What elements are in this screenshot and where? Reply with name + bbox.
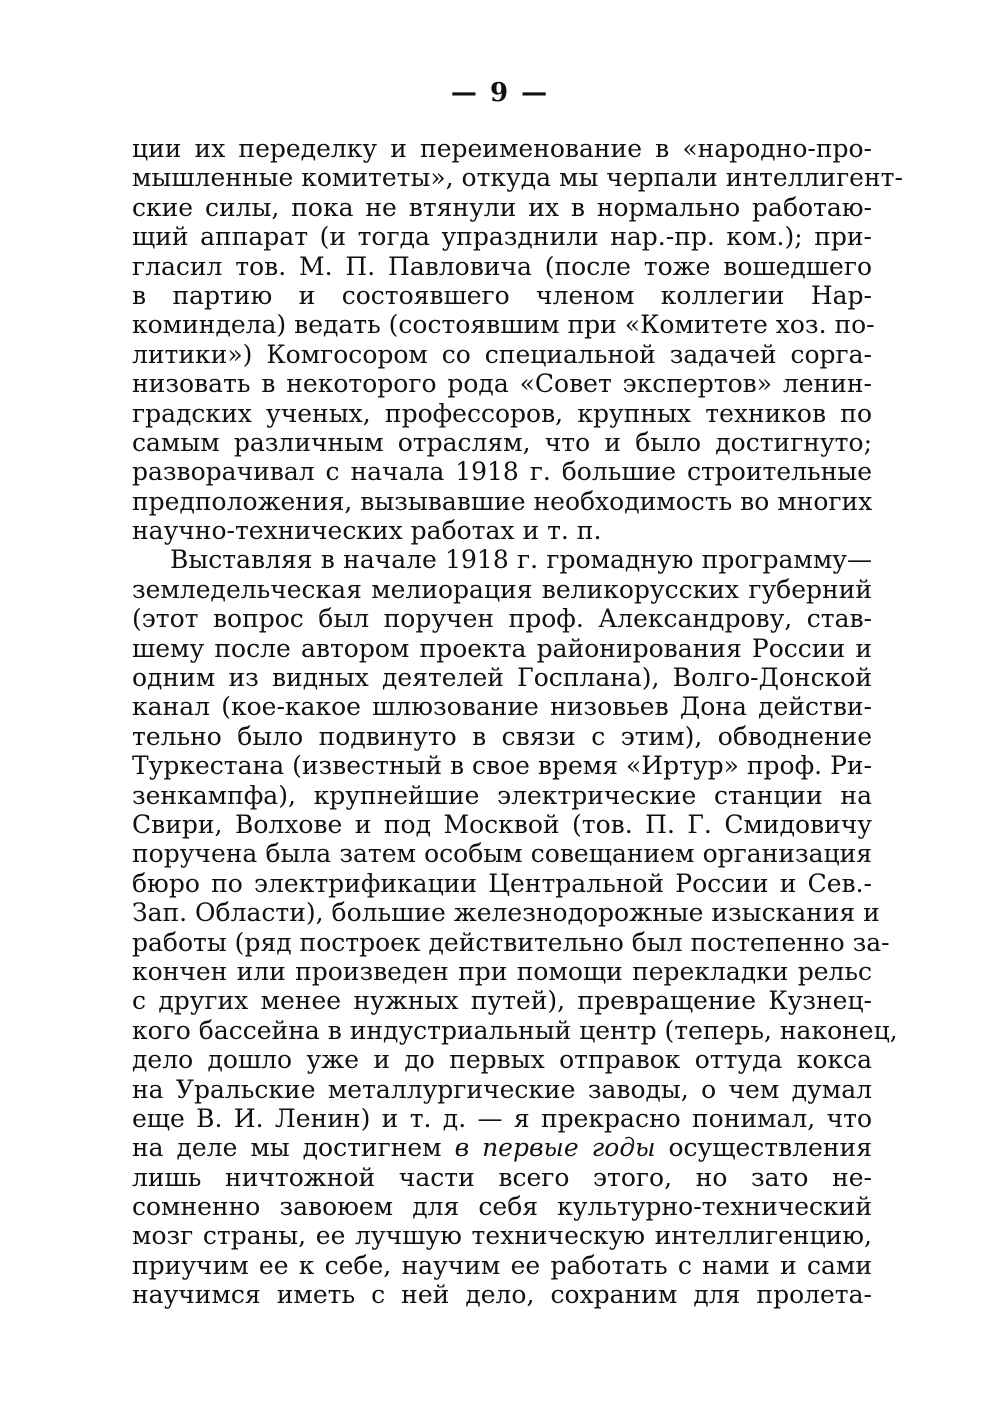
text-line: Свири, Волхове и под Москвой (тов. П. Г. Смидовичу [132, 809, 872, 839]
text-line: шему после автором проекта районирования России и [132, 633, 872, 663]
text-line: бюро по электрификации Центральной России и Сев.- [132, 868, 872, 898]
text-line: с других менее нужных путей), превращение Кузнец- [132, 986, 872, 1016]
text-line: гласил тов. М. П. Павловича (после тоже вошедшего [132, 251, 872, 281]
paragraph-end-line: научно-технических работах и т. п. [132, 516, 602, 546]
text-line: разворачивал с начала 1918 г. большие строительные [132, 457, 872, 487]
text-line: коминдела) ведать (состоявшим при «Комитете хоз. по- [132, 310, 875, 340]
text-line: научимся иметь с ней дело, сохраним для пролета- [132, 1280, 872, 1310]
text-line: самым различным отраслям, что и было достигнуто; [132, 427, 872, 457]
text-line: в партию и состоявшего членом коллегии Нар- [132, 280, 872, 310]
text-fragment: на деле мы достигнем [132, 1133, 455, 1163]
italic-phrase: в первые годы [454, 1133, 656, 1163]
body-text [132, 134, 903, 1310]
text-line: сомненно завоюем для себя культурно-технический [132, 1192, 872, 1222]
text-line: тельно было подвинуто в связи с этим), обводнение [132, 721, 872, 751]
text-line: канал (кое-какое шлюзование низовьев Дона действи- [132, 692, 872, 722]
text-line: предположения, вызывавшие необходимость во многих [132, 486, 873, 516]
text-line: мышленные комитеты», откуда мы черпали интеллигент- [132, 163, 903, 193]
text-line-with-italic [132, 1133, 872, 1162]
text-line: поручена была затем особым совещанием организация [132, 839, 872, 869]
page-number: — 9 — [450, 78, 550, 108]
text-line: ские силы, пока не втянули их в нормально работаю- [132, 192, 872, 222]
text-line: градских ученых, профессоров, крупных техников по [132, 398, 872, 428]
text-line: литики») Комгосором со специальной задачей сорга- [132, 339, 872, 369]
text-line: одним из видных деятелей Госплана), Волго-Донской [132, 663, 872, 693]
paragraph-start-line: Выставляя в начале 1918 г. громадную программу— [170, 545, 872, 575]
text-line: мозг страны, ее лучшую техническую интеллигенцию, [132, 1221, 872, 1251]
text-line: приучим ее к себе, научим ее работать с нами и сами [132, 1250, 872, 1280]
text-line: работы (ряд построек действительно был постепенно за- [132, 927, 890, 957]
text-line: ции их переделку и переименование в «народно-про- [132, 134, 872, 163]
text-line: кончен или произведен при помощи перекладки рельс [132, 956, 872, 986]
text-line: на Уральские металлургические заводы, о чем думал [132, 1074, 872, 1104]
text-line: Туркестана (известный в свое время «Иртур» проф. Ри- [132, 751, 872, 781]
text-line: (этот вопрос был поручен проф. Александрову, став- [132, 604, 872, 634]
text-line: зенкампфа), крупнейшие электрические станции на [132, 780, 872, 810]
text-line: земледельческая мелиорация великорусских губерний [132, 574, 872, 604]
text-line: дело дошло уже и до первых отправок оттуда кокса [132, 1045, 872, 1075]
text-line: кого бассейна в индустриальный центр (теперь, наконец, [132, 1015, 898, 1045]
text-line: Зап. Области), большие железнодорожные изыскания и [132, 898, 880, 928]
text-line: низовать в некоторого рода «Совет экспертов» ленин- [132, 369, 872, 399]
text-fragment: осуществления [655, 1133, 872, 1163]
text-line: щий аппарат (и тогда упразднили нар.-пр. ком.); при- [132, 222, 872, 252]
text-line: еще В. И. Ленин) и т. д. — я прекрасно понимал, что [132, 1103, 872, 1133]
text-line: лишь ничтожной части всего этого, но зато не- [132, 1162, 872, 1192]
